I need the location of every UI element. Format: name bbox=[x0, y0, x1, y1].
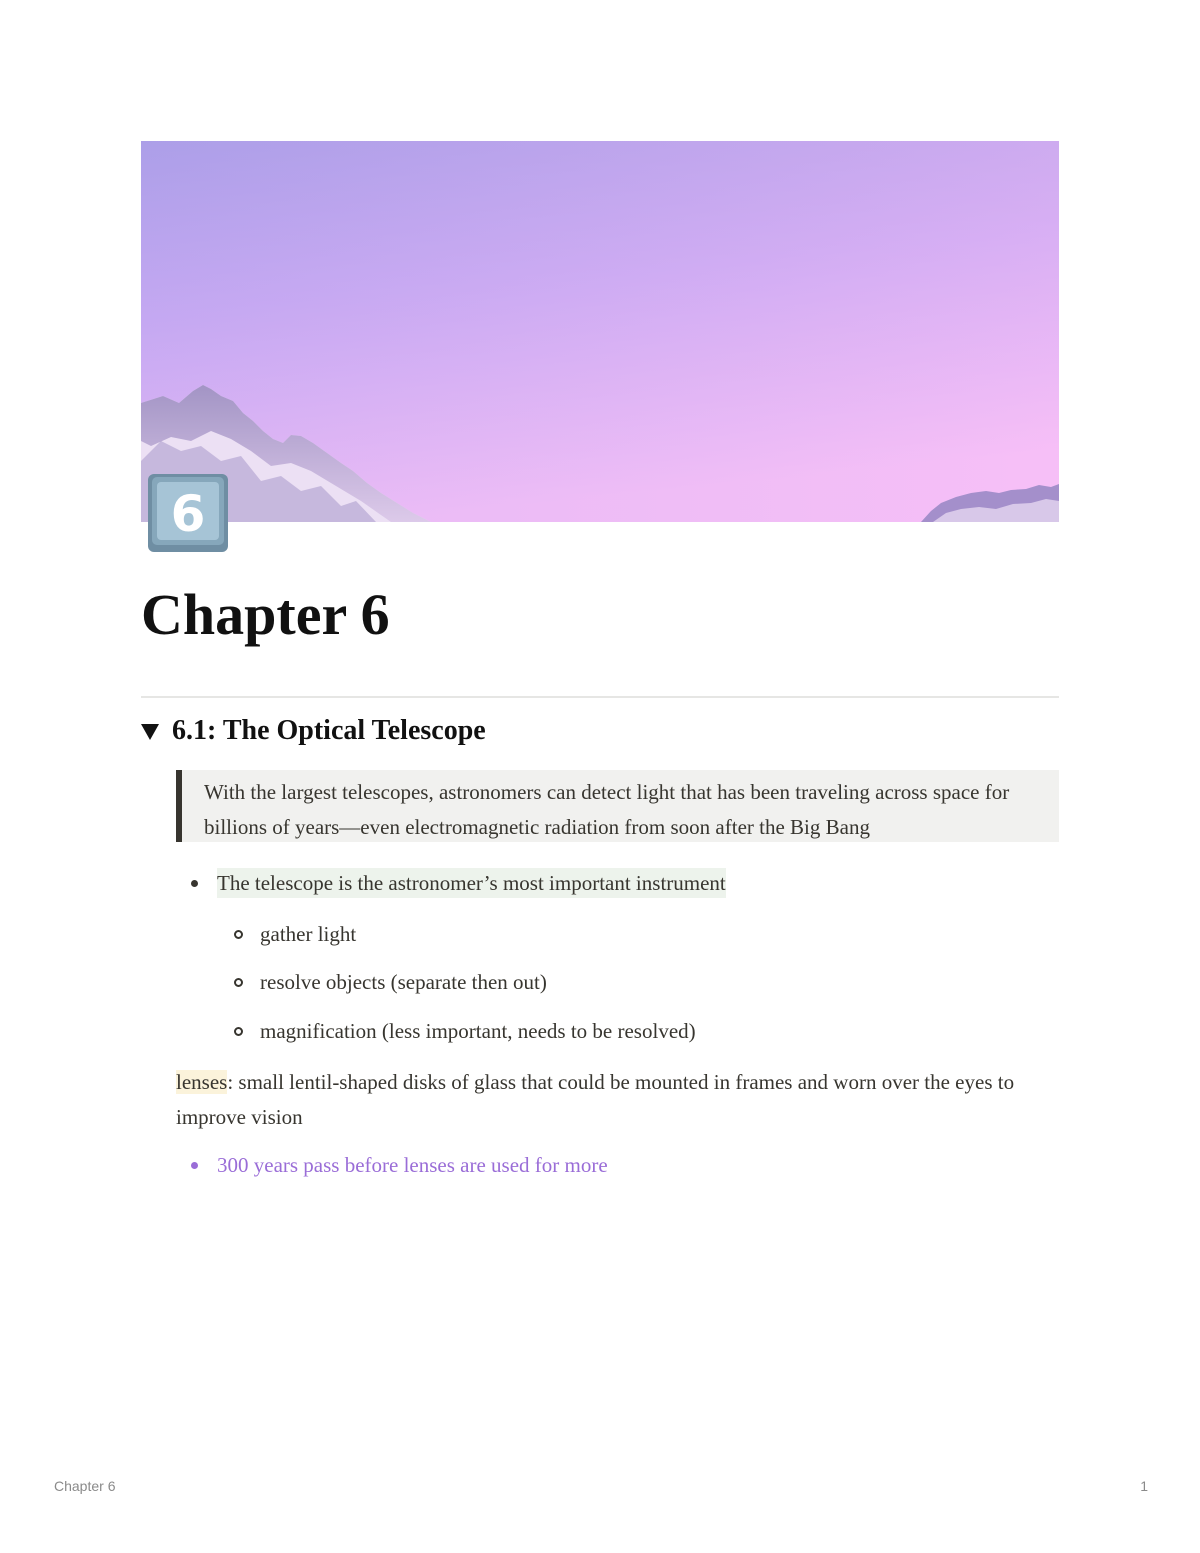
bullet-text: The telescope is the astronomer’s most important instrument bbox=[217, 868, 726, 898]
bullet-item bbox=[191, 1150, 608, 1180]
toggle-heading-6-1[interactable] bbox=[141, 710, 486, 752]
lenses-paragraph bbox=[176, 1065, 1056, 1135]
cover-image bbox=[141, 141, 1059, 522]
bullet-ring-icon bbox=[234, 930, 243, 939]
quote-block: With the largest telescopes, astronomers can detect light that has been traveling across space for billions of years—even electromagnetic radiation from soon after the Big Bang bbox=[176, 770, 1059, 842]
keycap-six-icon bbox=[148, 474, 228, 552]
bullet-dot-icon bbox=[191, 880, 198, 887]
lenses-definition: : small lentil-shaped disks of glass that could be mounted in frames and worn over the eyes to improve vision bbox=[176, 1070, 1015, 1129]
sub-bullet-text: gather light bbox=[260, 922, 357, 946]
divider bbox=[141, 696, 1059, 698]
bullet-dot-icon bbox=[191, 1162, 198, 1169]
footer-title: Chapter 6 bbox=[54, 1478, 116, 1494]
bullet-ring-icon bbox=[234, 978, 243, 987]
page-number: 1 bbox=[1140, 1478, 1148, 1494]
lenses-term: lenses bbox=[176, 1070, 228, 1094]
sub-bullet-text: resolve objects (separate then out) bbox=[260, 970, 547, 994]
page-title: Chapter 6 bbox=[141, 582, 390, 647]
svg-text:6: 6 bbox=[170, 485, 206, 543]
bullet-ring-icon bbox=[234, 1027, 243, 1036]
sub-bullet-item bbox=[234, 1016, 696, 1046]
bullet-item bbox=[191, 868, 726, 898]
sub-bullet-text: magnification (less important, needs to be resolved) bbox=[260, 1019, 696, 1043]
sub-bullet-item bbox=[234, 967, 547, 997]
bullet-text: 300 years pass before lenses are used for more bbox=[217, 1153, 608, 1177]
sub-bullet-item bbox=[234, 919, 356, 949]
triangle-down-icon[interactable] bbox=[141, 724, 159, 740]
section-heading: 6.1: The Optical Telescope bbox=[172, 715, 486, 746]
